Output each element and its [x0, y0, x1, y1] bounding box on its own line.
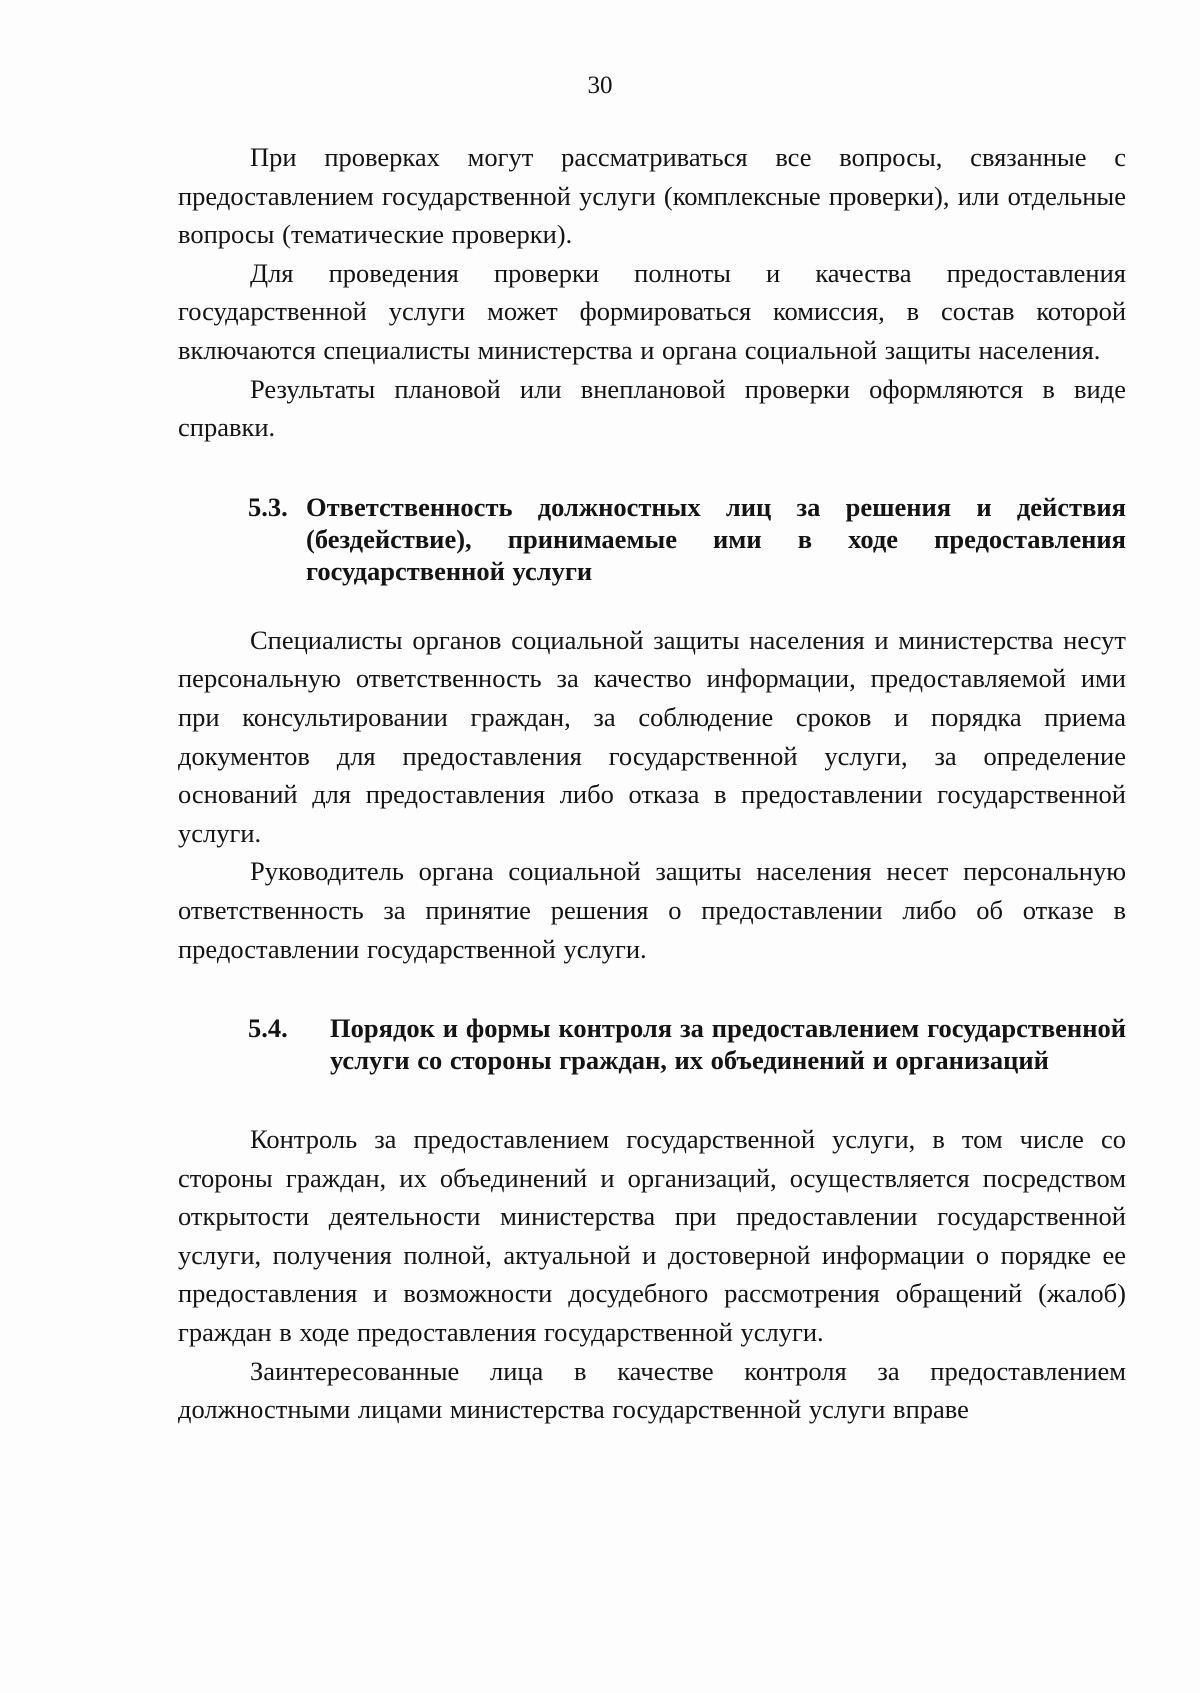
paragraph-interested-persons: Заинтересованные лица в качестве контроля за предоставлением должностными лицами министерства государственной услуги вправе: [178, 1355, 1126, 1425]
section-title: Порядок и формы контроля за предоставлением государственной услуги со стороны граждан, их объединений и организаций: [330, 1013, 1126, 1076]
paragraph-head-responsibility: Руководитель органа социальной защиты населения несет персональную ответственность за принятие решения о предоставлении либо об отказе в предоставлении государственной услуги.: [178, 856, 1126, 964]
section-number: 5.4.: [248, 1013, 288, 1044]
section-heading-5-3: [178, 491, 1126, 587]
section-heading-5-4: [178, 1012, 1126, 1076]
paragraph-specialists-responsibility: Специалисты органов социальной защиты населения и министерства несут персональную ответственность за качество информации, предоставляемой ими при консультировании граждан, за соблюдение сроков и порядка приема документов для предоставления государственной услуги, за определение оснований для предоставления либо отказа в предоставлении государственной услуги.: [178, 624, 1126, 848]
paragraph-inspection-scope: При проверках могут рассматриваться все вопросы, связанные с предоставлением государственной услуги (комплексные проверки), или отдельные вопросы (тематические проверки).: [178, 142, 1126, 250]
section-number: 5.3.: [248, 491, 288, 522]
page-number: 30: [587, 72, 613, 99]
paragraph-control-openness: Контроль за предоставлением государственной услуги, в том числе со стороны граждан, их объединений и организаций, осуществляется посредством открытости деятельности министерства при предоставлении государственной услуги, получения полной, актуальной и достоверной информации о порядке ее предоставления и возможности досудебного рассмотрения обращений (жалоб) граждан в ходе предоставления государственной услуги.: [178, 1124, 1126, 1348]
document-body: [178, 138, 1126, 1429]
paragraph-inspection-commission: Для проведения проверки полноты и качества предоставления государственной услуги может формироваться комиссия, в состав которой включаются специалисты министерства и органа социальной защиты населения.: [178, 257, 1126, 365]
section-title: Ответственность должностных лиц за решения и действия (бездействие), принимаемые ими в ходе предоставления государственной услуги: [306, 491, 1126, 586]
paragraph-inspection-results: Результаты плановой или внеплановой проверки оформляются в виде справки.: [178, 373, 1126, 443]
